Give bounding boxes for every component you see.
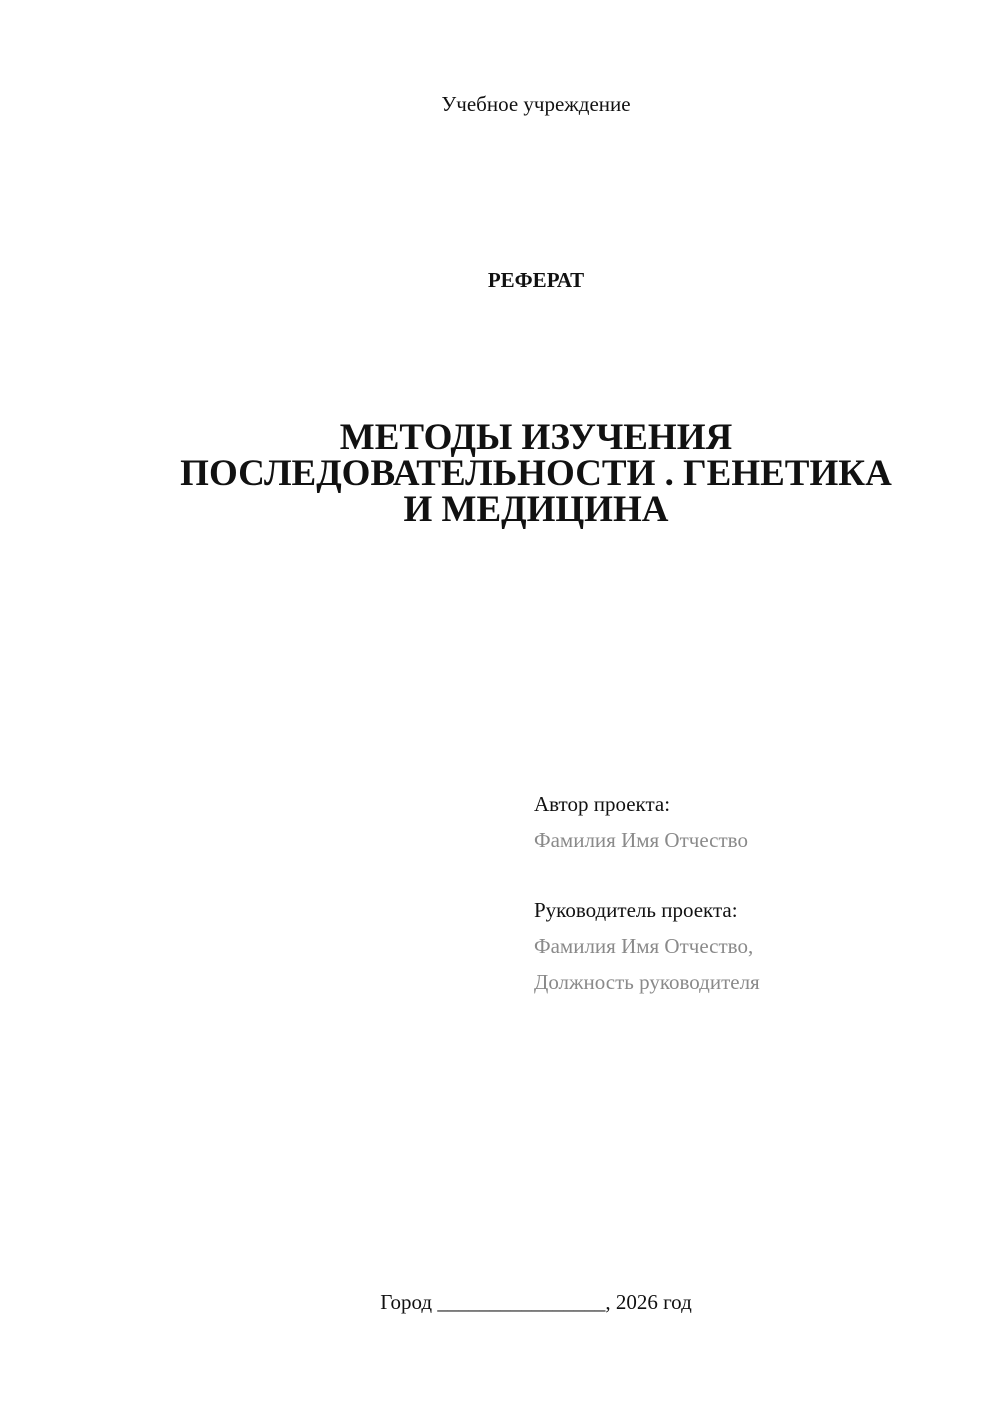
- supervisor-block: [534, 892, 760, 1000]
- title-line-1: МЕТОДЫ ИЗУЧЕНИЯ: [339, 417, 733, 458]
- supervisor-position: Должность руководителя: [534, 970, 760, 994]
- document-type: РЕФЕРАТ: [487, 268, 585, 292]
- city-year-line: Город ________________, 2026 год: [380, 1290, 692, 1314]
- title-line-3: И МЕДИЦИНА: [403, 489, 669, 530]
- supervisor-name: Фамилия Имя Отчество,: [534, 934, 754, 958]
- title-line-2: ПОСЛЕДОВАТЕЛЬНОСТИ . ГЕНЕТИКА: [180, 453, 892, 494]
- institution-name: Учебное учреждение: [441, 92, 631, 116]
- author-name: Фамилия Имя Отчество: [534, 828, 748, 852]
- author-label: Автор проекта:: [534, 792, 671, 816]
- supervisor-label: Руководитель проекта:: [534, 898, 738, 922]
- author-block: [534, 786, 748, 858]
- document-title: [160, 417, 912, 530]
